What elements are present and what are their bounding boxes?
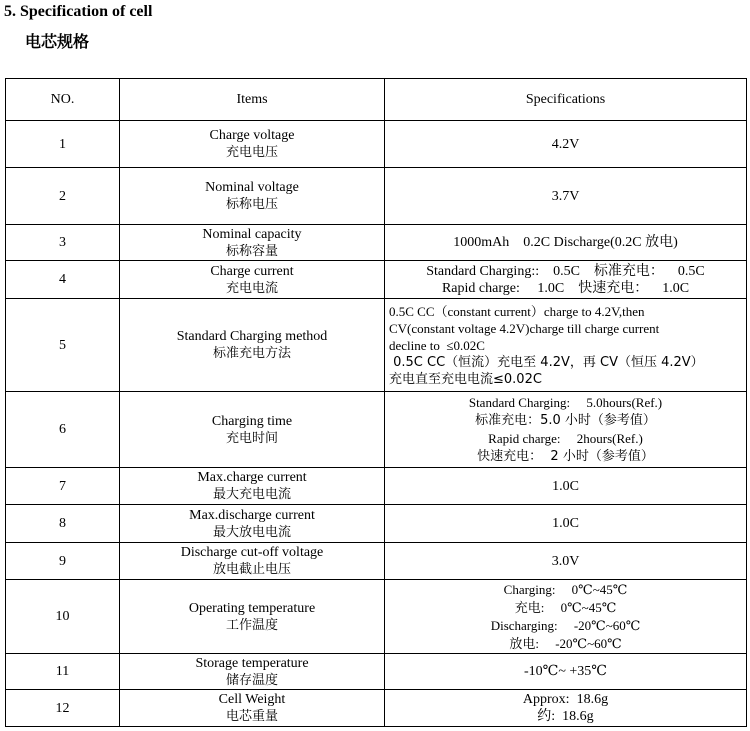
table-row (6, 225, 747, 261)
row-number: 7 (6, 468, 120, 505)
row-spec (385, 654, 747, 690)
row-number: 3 (6, 225, 120, 261)
row-number: 11 (6, 654, 120, 690)
spec-line: Approx: 18.6g (522, 692, 609, 707)
spec-line: 快速充电： 2 小时（参考值） (477, 448, 654, 464)
item-english: Nominal voltage (205, 180, 299, 195)
spec-line: 1000mAh 0.2C Discharge(0.2C 放电) (453, 235, 678, 250)
item-chinese: 充电电流 (225, 280, 278, 296)
row-number: 9 (6, 543, 120, 580)
row-item (120, 225, 385, 261)
spec-line: 充电: 0℃~45℃ (514, 599, 617, 615)
item-english: Max.charge current (197, 470, 307, 485)
item-chinese: 电芯重量 (225, 709, 278, 724)
item-chinese: 最大充电电流 (212, 487, 291, 502)
row-number: 12 (6, 690, 120, 727)
spec-line: 充电直至充电电流≤0.02C (389, 371, 542, 387)
table-row (6, 261, 747, 299)
item-chinese: 充电电压 (225, 145, 278, 160)
row-spec (385, 261, 747, 299)
row-spec (385, 168, 747, 225)
item-english: Standard Charging method (176, 329, 328, 344)
spec-line: Rapid charge: 1.0C 快速充电： 1.0C (441, 280, 690, 296)
row-item (120, 392, 385, 468)
spec-line: 放电: -20℃~60℃ (509, 635, 622, 651)
row-spec (385, 543, 747, 580)
spec-line: Rapid charge: 2hours(Ref.) (488, 430, 643, 446)
row-number: 8 (6, 505, 120, 543)
spec-line: 1.0C (552, 478, 579, 494)
spec-line: 0.5C CC（constant current）charge to 4.2V,then (389, 303, 645, 319)
item-english: Charge voltage (209, 128, 295, 143)
table-row (6, 543, 747, 580)
item-chinese: 最大放电电流 (212, 524, 291, 540)
row-number: 1 (6, 121, 120, 168)
row-item (120, 261, 385, 299)
row-item (120, 121, 385, 168)
table-row (6, 654, 747, 690)
table-row (6, 299, 747, 392)
row-spec (385, 392, 747, 468)
row-spec (385, 505, 747, 543)
item-chinese: 标准充电方法 (212, 346, 291, 361)
row-number: 5 (6, 299, 120, 392)
item-chinese: 放电截止电压 (212, 562, 291, 577)
row-spec (385, 580, 747, 654)
item-english: Nominal capacity (202, 226, 302, 242)
item-chinese: 储存温度 (225, 672, 278, 688)
section-subtitle: 电芯规格 (25, 32, 90, 51)
row-spec (385, 299, 747, 392)
item-english: Discharge cut-off voltage (180, 545, 324, 560)
row-number: 2 (6, 168, 120, 225)
spec-line: Standard Charging: 5.0hours(Ref.) (468, 394, 663, 410)
row-spec (385, 468, 747, 505)
table-header-row (6, 79, 747, 121)
spec-line: Charging: 0℃~45℃ (503, 581, 628, 597)
table-row (6, 690, 747, 727)
row-number: 4 (6, 261, 120, 299)
spec-line: 1.0C (552, 516, 579, 531)
item-english: Charging time (211, 413, 293, 429)
spec-line: 约: 18.6g (537, 709, 594, 724)
spec-line: -10℃~ +35℃ (524, 664, 607, 679)
item-chinese: 工作温度 (225, 617, 278, 633)
item-english: Operating temperature (188, 600, 316, 616)
section-title: 5. Specification of cell (4, 3, 153, 20)
item-english: Charge current (210, 263, 294, 279)
row-item (120, 299, 385, 392)
row-item (120, 168, 385, 225)
table-row (6, 168, 747, 225)
row-item (120, 580, 385, 654)
item-chinese: 充电时间 (225, 430, 278, 446)
spec-line: CV(constant voltage 4.2V)charge till charge current (389, 320, 660, 336)
spec-line: Standard Charging:: 0.5C 标准充电： 0.5C (426, 263, 705, 279)
table-row (6, 580, 747, 654)
spec-line: decline to ≤0.02C (389, 337, 485, 353)
spec-line: 3.0V (551, 553, 580, 569)
table-row (6, 468, 747, 505)
item-chinese: 标称容量 (225, 243, 278, 259)
spec-line: 标准充电：5.0 小时（参考值） (475, 412, 656, 428)
item-english: Storage temperature (195, 655, 309, 671)
row-item (120, 543, 385, 580)
spec-line: 0.5C CC（恒流）充电至 4.2V，再 CV（恒压 4.2V） (389, 354, 704, 370)
spec-line: 4.2V (551, 136, 580, 152)
row-number: 10 (6, 580, 120, 654)
item-english: Max.discharge current (189, 507, 315, 523)
row-spec (385, 121, 747, 168)
header-specifications: Specifications (385, 79, 747, 121)
spec-line: Discharging: -20℃~60℃ (490, 617, 641, 633)
row-spec (385, 690, 747, 727)
item-chinese: 标称电压 (225, 197, 278, 212)
table-row (6, 121, 747, 168)
item-english: Cell Weight (218, 692, 286, 707)
row-number: 6 (6, 392, 120, 468)
header-no: NO. (6, 79, 120, 121)
spec-table (5, 78, 747, 727)
row-item (120, 690, 385, 727)
header-items: Items (120, 79, 385, 121)
spec-line: 3.7V (551, 188, 580, 204)
table-row (6, 392, 747, 468)
row-item (120, 505, 385, 543)
row-spec (385, 225, 747, 261)
row-item (120, 468, 385, 505)
table-row (6, 505, 747, 543)
row-item (120, 654, 385, 690)
